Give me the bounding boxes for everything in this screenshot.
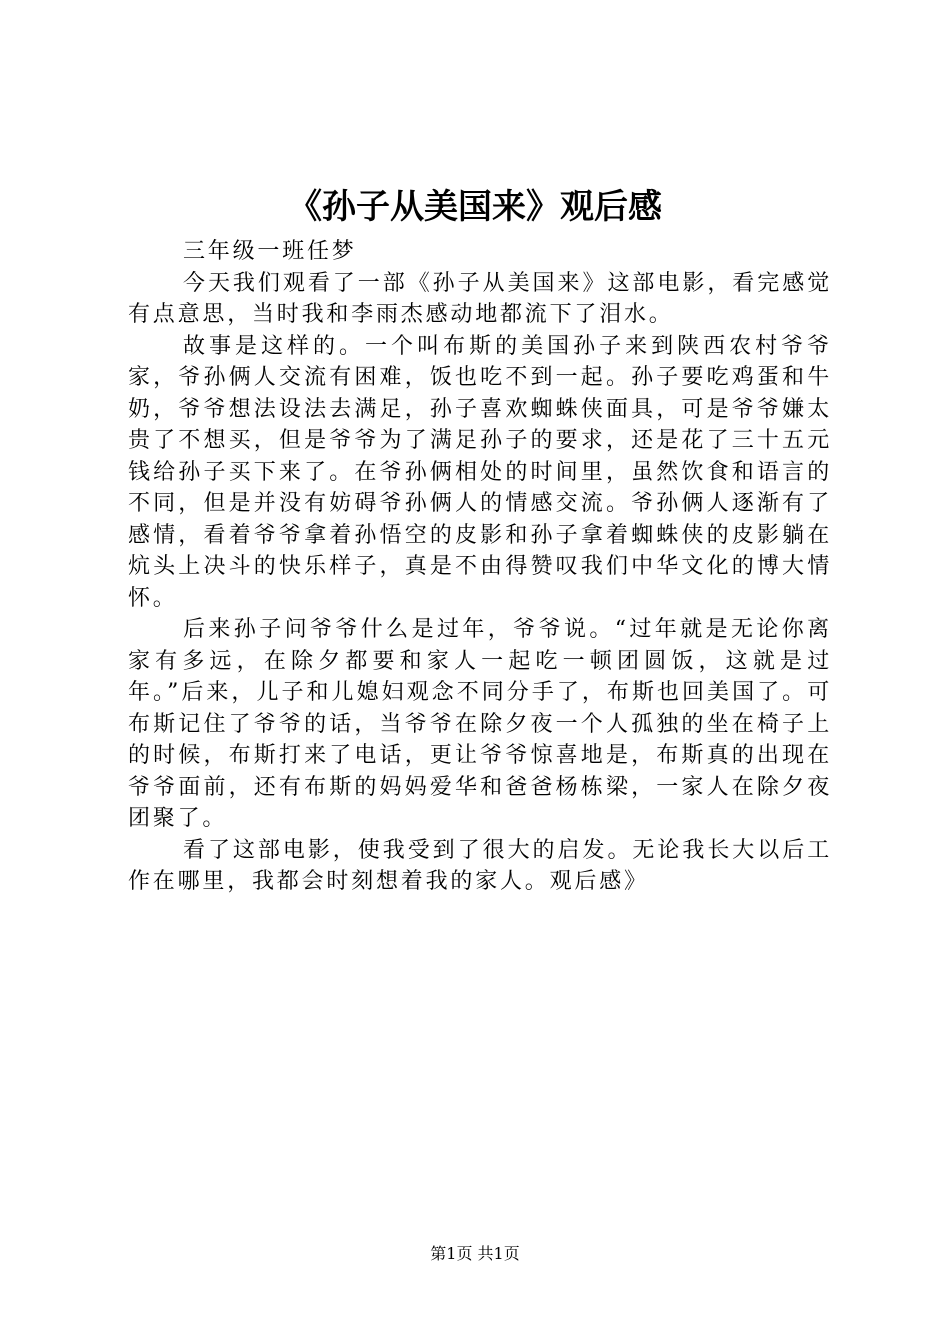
paragraph-new-year: 后来孙子问爷爷什么是过年，爷爷说。“过年就是无论你离家有多远，在除夕都要和家人一起吃一顿团圆饭，这就是过年。”后来，儿子和儿媳妇观念不同分手了，布斯也回美国了。可布斯记住了爷爷的话，当爷爷在除夕夜一个人孤独的坐在椅子上的时候，布斯打来了电话，更让爷爷惊喜地是，布斯真的出现在爷爷面前，还有布斯的妈妈爱华和爸爸杨栋梁，一家人在除夕夜团聚了。	[128, 617, 832, 831]
document-title: 《孙子从美国来》观后感	[288, 187, 662, 227]
page-footer: 第1页 共1页	[430, 1244, 520, 1263]
paragraph-conclusion: 看了这部电影，使我受到了很大的启发。无论我长大以后工作在哪里，我都会时刻想着我的家人。观后感》	[128, 837, 832, 894]
document-body	[128, 236, 832, 898]
author-line: 三年级一班任梦	[183, 239, 357, 264]
paragraph-intro: 今天我们观看了一部《孙子从美国来》这部电影，看完感觉有点意思，当时我和李雨杰感动地都流下了泪水。	[128, 270, 832, 327]
paragraph-story: 故事是这样的。一个叫布斯的美国孙子来到陕西农村爷爷家，爷孙俩人交流有困难，饭也吃不到一起。孙子要吃鸡蛋和牛奶，爷爷想法设法去满足，孙子喜欢蜘蛛侠面具，可是爷爷嫌太贵了不想买，但是爷爷为了满足孙子的要求，还是花了三十五元钱给孙子买下来了。在爷孙俩相处的时间里，虽然饮食和语言的不同，但是并没有妨碍爷孙俩人的情感交流。爷孙俩人逐渐有了感情，看着爷爷拿着孙悟空的皮影和孙子拿着蜘蛛侠的皮影躺在炕头上决斗的快乐样子，真是不由得赞叹我们中华文化的博大情怀。	[128, 333, 832, 611]
